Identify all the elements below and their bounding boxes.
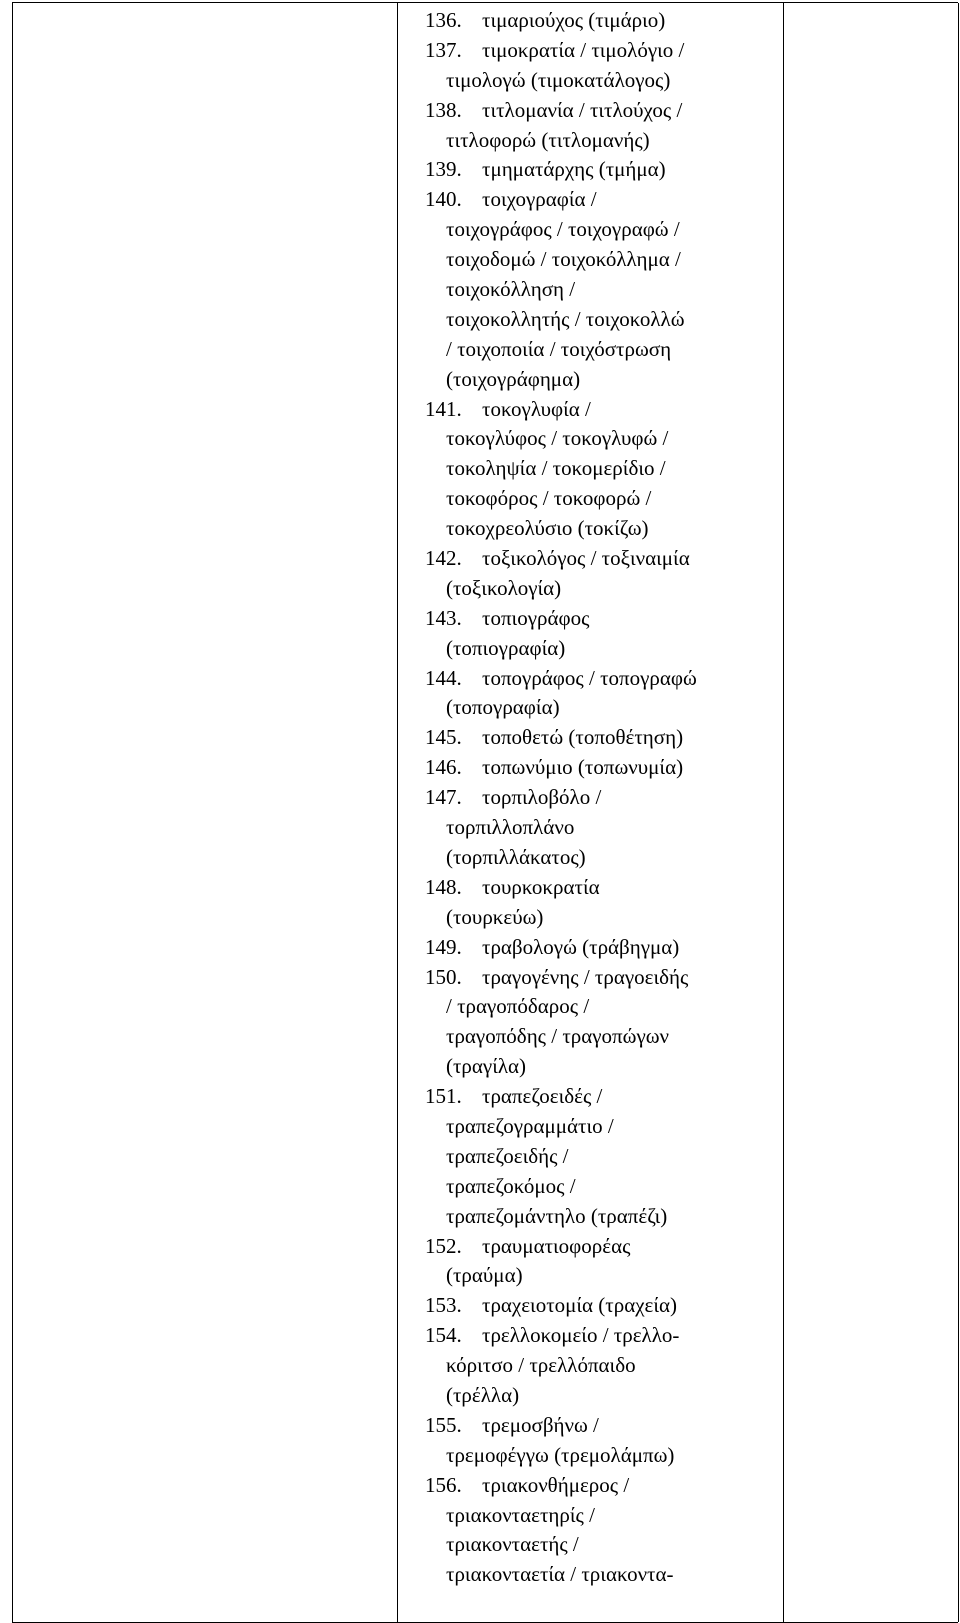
entry-text: τοιχοκολλητής / τοιχοκολλώ bbox=[446, 306, 685, 331]
entry-number: 151. bbox=[425, 1084, 462, 1109]
entry-text: (τραύμα) bbox=[446, 1263, 523, 1288]
entry-text: τιμολογώ (τιμοκατάλογος) bbox=[446, 67, 671, 92]
entry-text: τριακονταετηρίς / bbox=[446, 1502, 595, 1527]
entry-number: 147. bbox=[425, 785, 462, 810]
entry-number: 154. bbox=[425, 1323, 462, 1348]
entry-text: τραβολογώ (τράβηγμα) bbox=[482, 934, 680, 959]
entry-number: 156. bbox=[425, 1472, 462, 1497]
entry-text: (τραγίλα) bbox=[446, 1054, 527, 1079]
entry-continuation-line bbox=[398, 693, 783, 723]
entry-text: τραπεζοκόμος / bbox=[446, 1173, 576, 1198]
entry-text: τριακονθήμερος / bbox=[482, 1472, 630, 1497]
entry-text: τραγογένης / τραγοειδής bbox=[482, 964, 689, 989]
entry-number: 153. bbox=[425, 1293, 462, 1318]
document-table bbox=[12, 2, 958, 1623]
entry-text: τοξικολόγος / τοξιναιμία bbox=[482, 546, 690, 571]
entry-text: τοπιογράφος bbox=[482, 605, 590, 630]
entry-continuation-line bbox=[398, 1202, 783, 1232]
entry-number: 140. bbox=[425, 187, 462, 212]
entry-continuation-line bbox=[398, 245, 783, 275]
entry-continuation-line bbox=[398, 484, 783, 514]
entry-line bbox=[398, 723, 783, 753]
entry-continuation-line bbox=[398, 514, 783, 544]
entry-text: τοιχογράφος / τοιχογραφώ / bbox=[446, 217, 680, 242]
entry-continuation-line bbox=[398, 813, 783, 843]
entry-continuation-line bbox=[398, 424, 783, 454]
entry-line bbox=[398, 185, 783, 215]
entry-text: τοπωνύμιο (τοπωνυμία) bbox=[482, 755, 684, 780]
entry-continuation-line bbox=[398, 305, 783, 335]
entry-text: τιμαριούχος (τιμάριο) bbox=[482, 8, 666, 32]
entry-text: (τοιχογράφημα) bbox=[446, 366, 581, 391]
entry-text: τοκοφόρος / τοκοφορώ / bbox=[446, 486, 652, 511]
entry-line bbox=[398, 1471, 783, 1501]
entry-continuation-line bbox=[398, 574, 783, 604]
entry-text: τραπεζοειδές / bbox=[482, 1084, 603, 1109]
entry-text: τοιχοδομώ / τοιχοκόλλημα / bbox=[446, 247, 681, 272]
entry-line bbox=[398, 1321, 783, 1351]
entry-line bbox=[398, 36, 783, 66]
entry-text: (τοξικολογία) bbox=[446, 575, 562, 600]
entry-continuation-line bbox=[398, 215, 783, 245]
entry-text: τμηματάρχης (τμήμα) bbox=[482, 157, 666, 182]
entry-line bbox=[398, 1411, 783, 1441]
entry-continuation-line bbox=[398, 1351, 783, 1381]
entry-line bbox=[398, 963, 783, 993]
entry-text: τοκοληψία / τοκομερίδιο / bbox=[446, 456, 666, 481]
entry-line bbox=[398, 933, 783, 963]
entry-text: τραπεζογραμμάτιο / bbox=[446, 1113, 614, 1138]
entry-continuation-line bbox=[398, 1112, 783, 1142]
entry-text: (τρέλλα) bbox=[446, 1382, 520, 1407]
left-column bbox=[13, 3, 398, 1622]
entry-continuation-line bbox=[398, 634, 783, 664]
entry-number: 152. bbox=[425, 1233, 462, 1258]
entry-text: τοκοχρεολύσιο (τοκίζω) bbox=[446, 516, 649, 541]
entry-text: τιτλοφορώ (τιτλομανής) bbox=[446, 127, 650, 152]
entry-text: τοιχογραφία / bbox=[482, 187, 597, 212]
entry-text: τριακονταετία / τριακοντα- bbox=[446, 1562, 674, 1587]
entry-number: 144. bbox=[425, 665, 462, 690]
entry-text: κόριτσο / τρελλόπαιδο bbox=[446, 1353, 636, 1378]
entry-continuation-line bbox=[398, 1501, 783, 1531]
entry-continuation-line bbox=[398, 454, 783, 484]
entry-continuation-line bbox=[398, 1142, 783, 1172]
entry-number: 145. bbox=[425, 725, 462, 750]
entry-text: τρελλοκομείο / τρελλο- bbox=[482, 1323, 680, 1348]
entry-line bbox=[398, 1082, 783, 1112]
entry-number: 141. bbox=[425, 396, 462, 421]
entry-number: 143. bbox=[425, 605, 462, 630]
entry-text: τρεμοφέγγω (τρεμολάμπω) bbox=[446, 1442, 675, 1467]
entry-continuation-line bbox=[398, 335, 783, 365]
entry-text: / τραγοπόδαρος / bbox=[446, 994, 590, 1019]
entry-continuation-line bbox=[398, 1530, 783, 1560]
entry-continuation-line bbox=[398, 126, 783, 156]
entry-text: τοποθετώ (τοποθέτηση) bbox=[482, 725, 684, 750]
entry-number: 139. bbox=[425, 157, 462, 182]
entry-text: τριακονταετής / bbox=[446, 1532, 579, 1557]
entry-line bbox=[398, 1291, 783, 1321]
entry-text: τορπιλοβόλο / bbox=[482, 785, 602, 810]
entry-text: / τοιχοποιία / τοιχόστρωση bbox=[446, 336, 672, 361]
entry-text: τραπεζομάντηλο (τραπέζι) bbox=[446, 1203, 668, 1228]
entry-continuation-line bbox=[398, 365, 783, 395]
entry-text: (τοπιογραφία) bbox=[446, 635, 566, 660]
entry-continuation-line bbox=[398, 1261, 783, 1291]
entry-continuation-line bbox=[398, 1022, 783, 1052]
entry-continuation-line bbox=[398, 1172, 783, 1202]
entry-number: 138. bbox=[425, 97, 462, 122]
entry-line bbox=[398, 873, 783, 903]
entry-line bbox=[398, 783, 783, 813]
entry-number: 137. bbox=[425, 37, 462, 62]
entry-continuation-line bbox=[398, 1441, 783, 1471]
entry-text: τιμοκρατία / τιμολόγιο / bbox=[482, 37, 685, 62]
entry-text: (τορπιλλάκατος) bbox=[446, 844, 586, 869]
entry-text: τοιχοκόλληση / bbox=[446, 277, 576, 302]
entry-number: 155. bbox=[425, 1412, 462, 1437]
entry-text: τορπιλλοπλάνο bbox=[446, 815, 575, 840]
entry-line bbox=[398, 155, 783, 185]
entry-text: τραπεζοειδής / bbox=[446, 1143, 569, 1168]
entry-line bbox=[398, 664, 783, 694]
entry-text: τουρκοκρατία bbox=[482, 874, 600, 899]
entry-continuation-line bbox=[398, 1052, 783, 1082]
entry-continuation-line bbox=[398, 843, 783, 873]
word-list-column bbox=[398, 3, 784, 1622]
entry-line bbox=[398, 753, 783, 783]
entry-line bbox=[398, 604, 783, 634]
entry-number: 149. bbox=[425, 934, 462, 959]
entry-continuation-line bbox=[398, 1560, 783, 1590]
right-column bbox=[784, 3, 959, 1622]
entry-continuation-line bbox=[398, 903, 783, 933]
entry-text: τοκογλυφία / bbox=[482, 396, 591, 421]
entry-line bbox=[398, 395, 783, 425]
entry-text: τοκογλύφος / τοκογλυφώ / bbox=[446, 426, 669, 451]
entry-continuation-line bbox=[398, 992, 783, 1022]
entry-text: (τοπογραφία) bbox=[446, 695, 560, 720]
entry-number: 148. bbox=[425, 874, 462, 899]
entry-line bbox=[398, 544, 783, 574]
entry-continuation-line bbox=[398, 1381, 783, 1411]
entry-text: (τουρκεύω) bbox=[446, 904, 544, 929]
entry-text: τραυματιοφορέας bbox=[482, 1233, 631, 1258]
entry-continuation-line bbox=[398, 66, 783, 96]
entry-text: τραχειοτομία (τραχεία) bbox=[482, 1293, 678, 1318]
entry-line bbox=[398, 6, 783, 36]
entry-line bbox=[398, 1232, 783, 1262]
entry-number: 142. bbox=[425, 546, 462, 571]
entry-text: τοπογράφος / τοπογραφώ bbox=[482, 665, 697, 690]
entry-continuation-line bbox=[398, 275, 783, 305]
entry-text: τρεμοσβήνω / bbox=[482, 1412, 599, 1437]
entry-text: τιτλομανία / τιτλούχος / bbox=[482, 97, 683, 122]
word-list bbox=[398, 6, 783, 1590]
entry-number: 136. bbox=[425, 8, 462, 32]
entry-number: 146. bbox=[425, 755, 462, 780]
entry-text: τραγοπόδης / τραγοπώγων bbox=[446, 1024, 670, 1049]
entry-number: 150. bbox=[425, 964, 462, 989]
entry-line bbox=[398, 96, 783, 126]
